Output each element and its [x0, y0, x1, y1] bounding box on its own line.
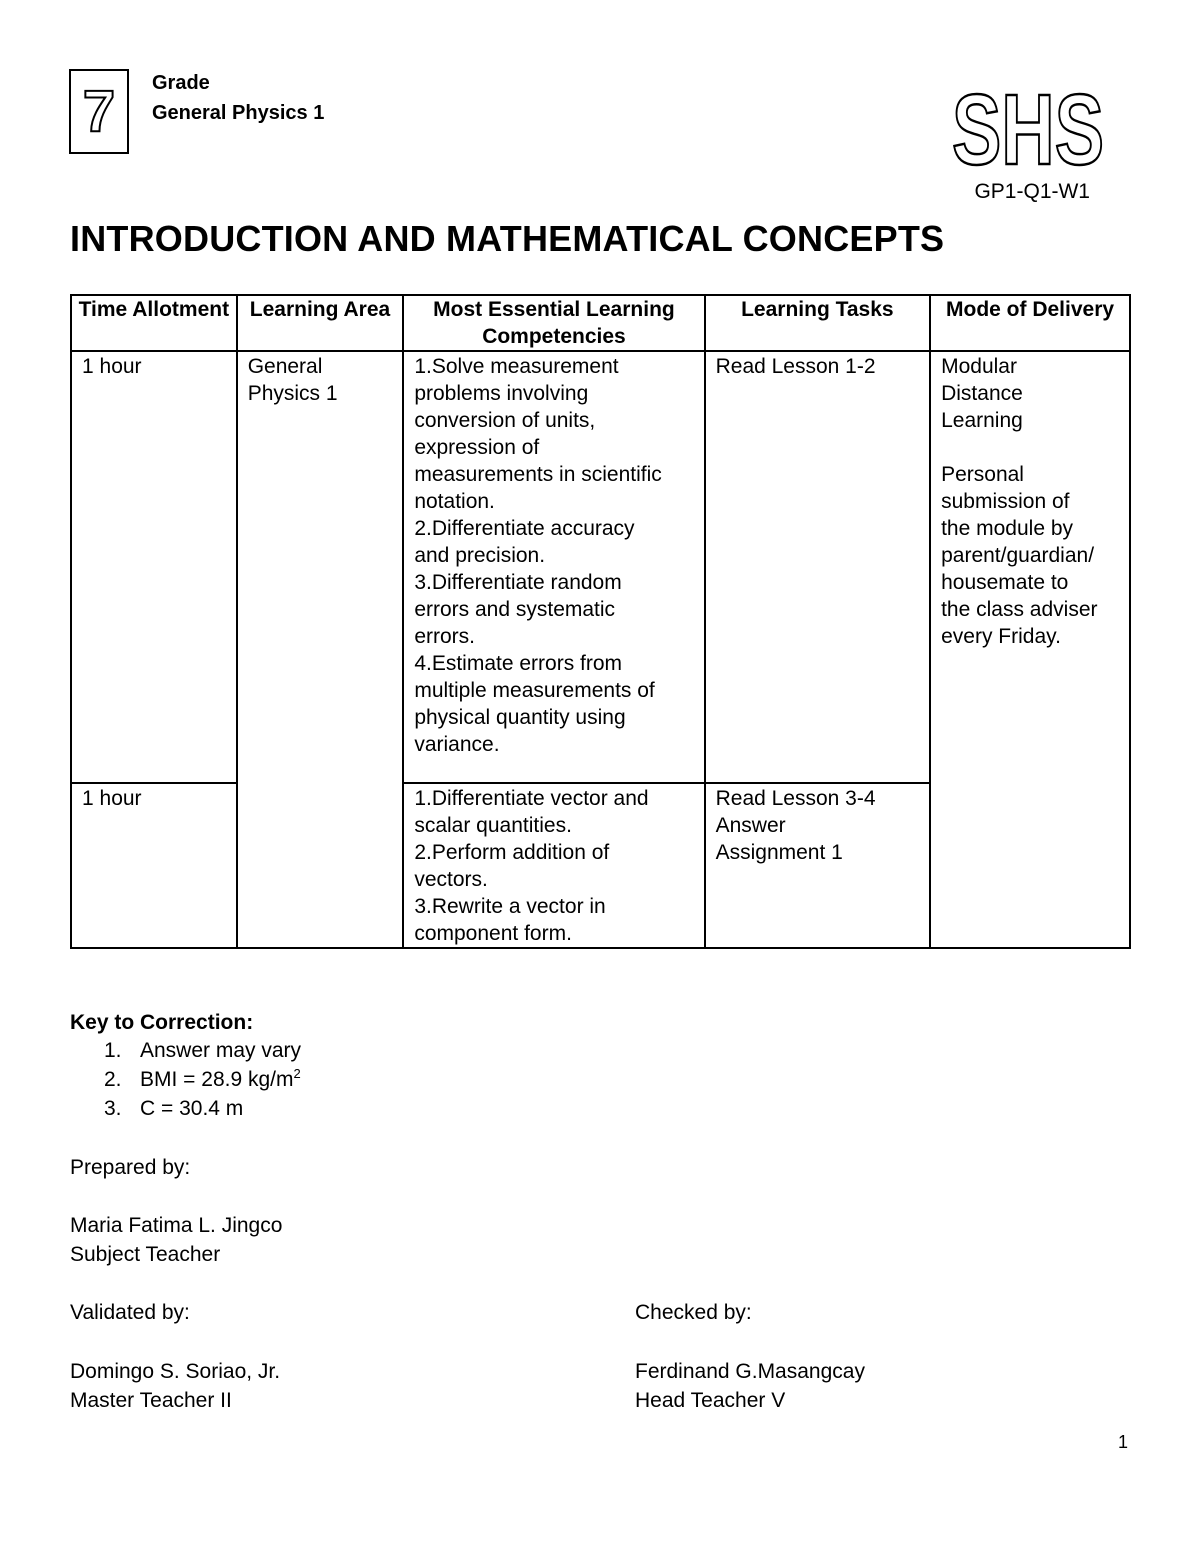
- time-cell: 1 hour: [71, 783, 237, 948]
- grade-box: [69, 69, 129, 154]
- validated-role: Master Teacher II: [70, 1389, 232, 1412]
- logo-text: SHS: [952, 74, 1104, 186]
- key-title: Key to Correction:: [70, 1011, 254, 1034]
- checked-label: Checked by:: [635, 1301, 752, 1324]
- key-list: [104, 1036, 301, 1123]
- table-header-row: [71, 295, 1130, 351]
- subject-label: General Physics 1: [152, 102, 325, 124]
- grade-label: Grade: [152, 72, 210, 94]
- header-time: Time Allotment: [71, 295, 237, 351]
- validated-label: Validated by:: [70, 1301, 190, 1324]
- tasks-cell: Read Lesson 3-4 Answer Assignment 1: [705, 783, 931, 948]
- table-row: [71, 351, 1130, 783]
- module-code: GP1-Q1-W1: [974, 180, 1090, 203]
- page-title: INTRODUCTION AND MATHEMATICAL CONCEPTS: [70, 218, 945, 259]
- checked-role: Head Teacher V: [635, 1389, 786, 1412]
- header-mode: Mode of Delivery: [930, 295, 1130, 351]
- header-area: Learning Area: [237, 295, 404, 351]
- time-cell: 1 hour: [71, 351, 237, 783]
- prepared-name: Maria Fatima L. Jingco: [70, 1214, 283, 1237]
- header-tasks: Learning Tasks: [705, 295, 931, 351]
- header-competencies: Most Essential Learning Competencies: [403, 295, 704, 351]
- page-number: 1: [1117, 1432, 1128, 1452]
- shs-logo: [948, 74, 1108, 186]
- competencies-cell: 1.Solve measurement problems involving conversion of units, expression of measurements in scientific notation. 2.Differentiate accuracy and precision. 3.Differentiate random errors and systematic errors. 4.Estimate errors from multiple measurements of physical quantity using variance.: [403, 351, 704, 783]
- prepared-label: Prepared by:: [70, 1156, 191, 1179]
- list-item: 3. C = 30.4 m: [104, 1097, 244, 1120]
- validated-name: Domingo S. Soriao, Jr.: [70, 1360, 281, 1383]
- prepared-role: Subject Teacher: [70, 1243, 221, 1266]
- lesson-plan-table: [70, 294, 1131, 949]
- area-cell: General Physics 1: [237, 351, 404, 948]
- list-item: 2. BMI = 28.9 $kg/m^2$: [104, 1066, 301, 1091]
- list-item: 1. Answer may vary: [104, 1039, 302, 1062]
- competencies-cell: 1.Differentiate vector and scalar quantities. 2.Perform addition of vectors. 3.Rewrite a vector in component form.: [403, 783, 704, 948]
- grade-number: 7: [82, 78, 116, 144]
- tasks-cell: Read Lesson 1-2: [705, 351, 931, 783]
- mode-cell: Modular Distance Learning Personal submission of the module by parent/guardian/ housemate to the class adviser every Friday.: [930, 351, 1130, 948]
- checked-name: Ferdinand G.Masangcay: [635, 1360, 865, 1383]
